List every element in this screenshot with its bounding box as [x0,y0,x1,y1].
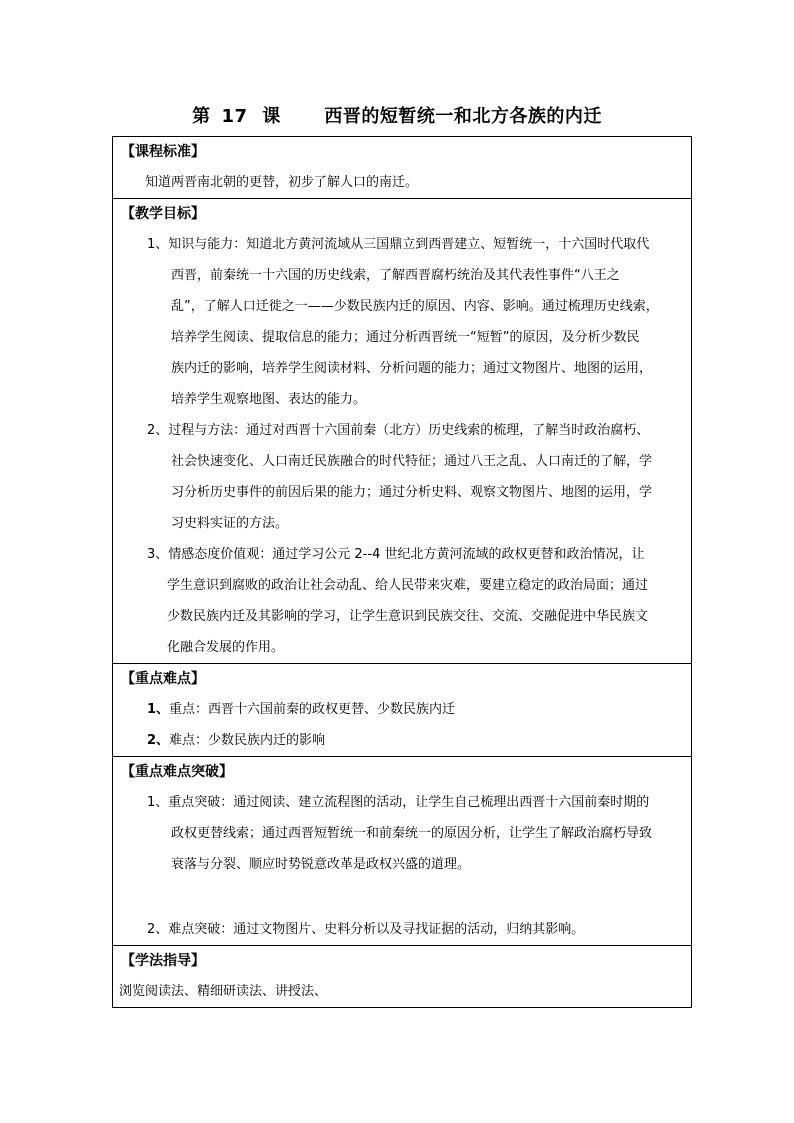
key-point-item-2 [113,725,691,756]
standard-heading: 【课程标准】 [121,144,205,160]
goal-item-1-line: 知识与能力：知道北方黄河流域从三国鼎立到西晋建立、短暂统一，十六国时代取代 [168,237,650,252]
goal-item-3-line: 少数民族内迁及其影响的学习，让学生意识到民族交往、交流、交融促进中华民族文 [167,609,649,624]
section-goals [113,199,692,664]
goal-item-2-line: 社会快速变化、人口南迁民族融合的时代特征；通过八王之乱、人口南迁的了解，学 [171,454,653,469]
breakthrough-item-1 [113,787,691,818]
goal-item-1-line: 培养学生阅读、提取信息的能力；通过分析西晋统一“短暂”的原因，及分析少数民 [171,330,640,345]
key-points-heading: 【重点难点】 [121,671,205,687]
goal-item-1-num: 1、 [147,237,169,252]
goal-item-2-num: 2、 [147,423,169,438]
goals-heading: 【教学目标】 [121,206,205,222]
section-breakthrough [113,757,692,946]
goal-item-3-line: 学生意识到腐败的政治让社会动乱、给人民带来灾难，要建立稳定的政治局面；通过 [167,578,649,593]
breakthrough-1-num: 1、 [147,795,169,810]
section-key-points [113,664,692,757]
lesson-prefix: 第 [192,106,211,127]
goal-item-2-line: 过程与方法：通过对西晋十六国前秦（北方）历史线索的梳理，了解当时政治腐朽、 [168,423,650,438]
goal-item-2 [113,415,691,446]
method-text: 浏览阅读法、精细研读法、讲授法、 [119,984,328,999]
goal-item-1-line: 西晋，前秦统一十六国的历史线索，了解西晋腐朽统治及其代表性事件“八王之 [171,268,620,283]
breakthrough-2-num: 2、 [147,922,169,937]
standard-text: 知道两晋南北朝的更替，初步了解人口的南迁。 [145,175,419,190]
breakthrough-1-line: 衰落与分裂、顺应时势锐意改革是政权兴盛的道理。 [171,857,471,872]
goal-item-3-line: 化融合发展的作用。 [167,640,285,655]
goal-item-1-line: 族内迁的影响，培养学生阅读材料、分析问题的能力；通过文物图片、地图的运用， [171,361,653,376]
goal-item-1-line: 培养学生观察地图、表达的能力。 [171,392,367,407]
key-point-2-num: 2、 [147,733,170,748]
lesson-plan-table [112,136,692,1008]
goal-item-1 [113,229,691,260]
breakthrough-1-line: 政权更替线索；通过西晋短暂统一和前秦统一的原因分析，让学生了解政治腐朽导致 [171,826,653,841]
breakthrough-item-2 [113,914,691,945]
breakthrough-heading: 【重点难点突破】 [121,764,233,780]
lesson-number: 17 [221,106,248,127]
section-method [113,946,692,1008]
goal-item-1-line: 乱”，了解人口迁徙之一——少数民族内迁的原因、内容、影响。通过梳理历史线索， [171,299,659,314]
lesson-main-title: 西晋的短暂统一和北方各族的内迁 [324,106,602,127]
key-point-1-num: 1、 [147,702,170,717]
breakthrough-1-line: 重点突破：通过阅读、建立流程图的活动，让学生自己梳理出西晋十六国前秦时期的 [168,795,650,810]
key-point-1-text: 重点：西晋十六国前秦的政权更替、少数民族内迁 [169,702,456,717]
method-heading: 【学法指导】 [121,953,205,969]
key-point-2-text: 难点：少数民族内迁的影响 [169,733,326,748]
breakthrough-2-text: 难点突破：通过文物图片、史料分析以及寻找证据的活动，归纳其影响。 [168,922,585,937]
section-standard [113,137,692,199]
lesson-unit: 课 [262,106,281,127]
goal-item-3-num: 3、 [147,547,169,562]
goal-item-3-line: 情感态度价值观：通过学习公元 2--4 世纪北方黄河流域的政权更替和政治情况，让 [168,547,645,562]
goal-item-2-line: 习分析历史事件的前因后果的能力；通过分析史料、观察文物图片、地图的运用，学 [171,485,653,500]
goal-item-3 [113,539,691,570]
key-point-item-1 [113,694,691,725]
lesson-title [0,102,794,128]
goal-item-2-line: 习史料实证的方法。 [171,516,289,531]
